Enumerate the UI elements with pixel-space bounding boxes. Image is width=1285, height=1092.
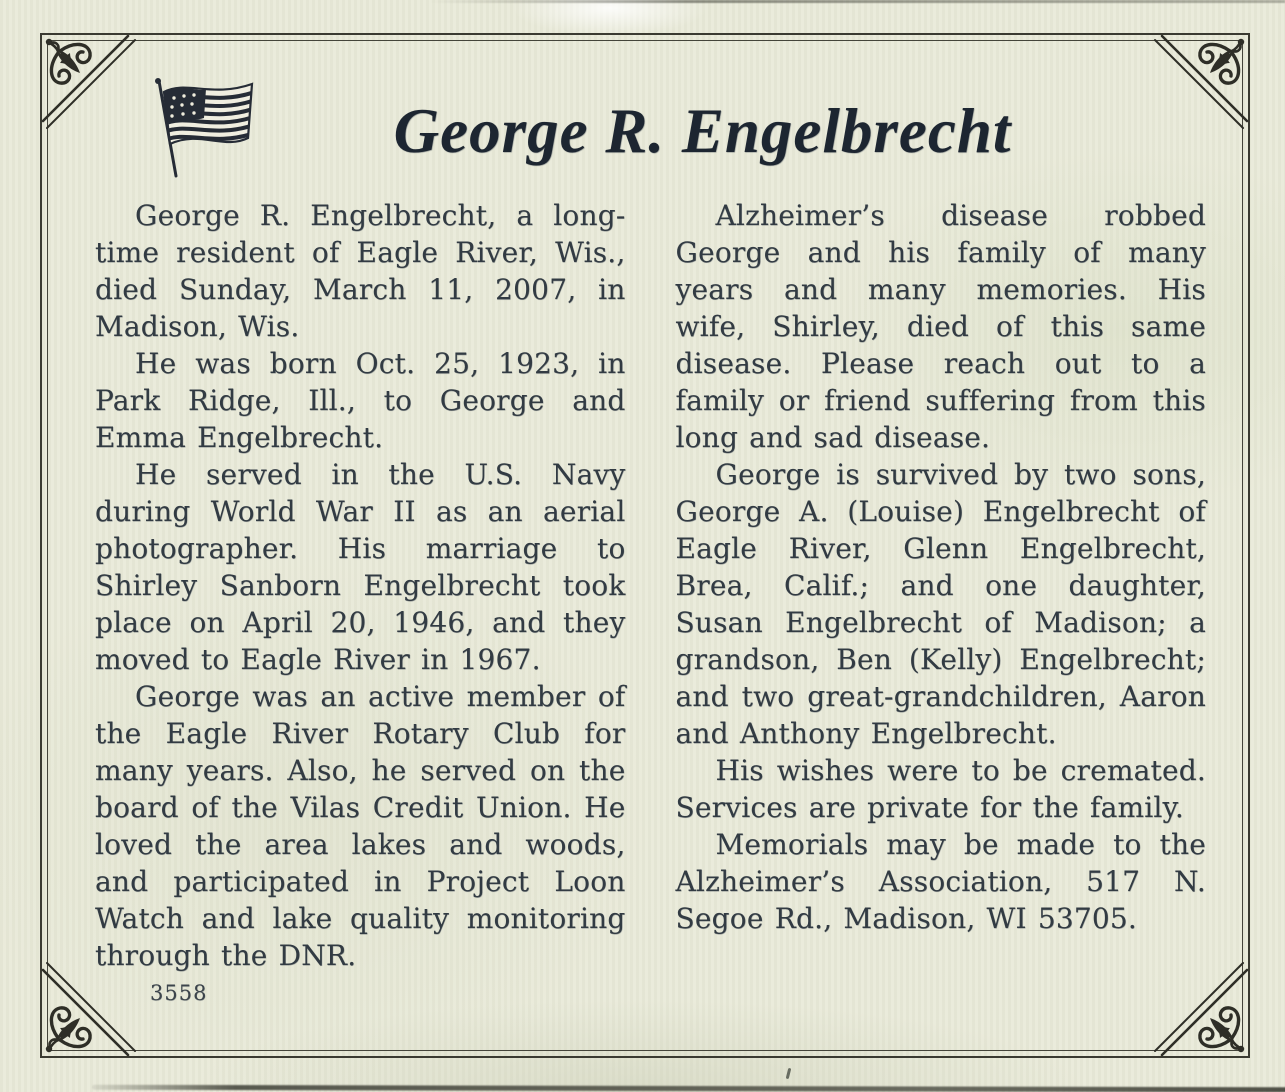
obituary-column-left [95, 197, 626, 997]
obituary-paragraph: Alzheimer’s disease robbed George and his family of many years and many memories. His wife, Shirley, died of this same disease. Please reach out to a family or friend suffering from this long and sad disease. [675, 199, 1206, 454]
clip-number: 3558 [150, 981, 208, 1005]
obituary-paragraph: His wishes were to be cremated. Services are private for the family. [675, 754, 1206, 824]
obituary-paragraph: George was an active member of the Eagle River Rotary Club for many years. Also, he served on the board of the Vilas Credit Union. He loved the area lakes and woods, and participated in Project Loon Watch and lake quality monitoring through the DNR. [95, 680, 626, 972]
obituary-paragraph: George R. Engelbrecht, a long-time resident of Eagle River, Wis., died Sunday, March 11, 2007, in Madison, Wis. [95, 199, 626, 343]
obituary-paragraph: He served in the U.S. Navy during World War II as an aerial photographer. His marriage to Shirley Sanborn Engelbrecht took place on April 20, 1946, and they moved to Eagle River in 1967. [95, 458, 626, 676]
obituary-paragraph: Memorials may be made to the Alzheimer’s Association, 517 N. Segoe Rd., Madison, WI 53705. [675, 828, 1206, 935]
scan-speck [786, 1068, 792, 1079]
obituary-title: George R. Engelbrecht [393, 95, 1012, 166]
obituary-paragraph: George is survived by two sons, George A. (Louise) Engelbrecht of Eagle River, Glenn Engelbrecht, Brea, Calif.; and one daughter, Susan Engelbrecht of Madison; a grandson, Ben (Kelly) Engelbrecht; and two great-grandchildren, Aaron and Anthony Engelbrecht. [675, 458, 1206, 750]
masthead [60, 76, 1225, 186]
obituary-body [95, 197, 1206, 997]
scan-edge-top [430, 0, 1285, 3]
scan-edge-bottom [92, 1085, 1285, 1092]
us-flag-icon [142, 76, 262, 180]
obituary-paragraph: He was born Oct. 25, 1923, in Park Ridge, Ill., to George and Emma Engelbrecht. [95, 347, 626, 454]
obituary-column-right [676, 197, 1207, 997]
